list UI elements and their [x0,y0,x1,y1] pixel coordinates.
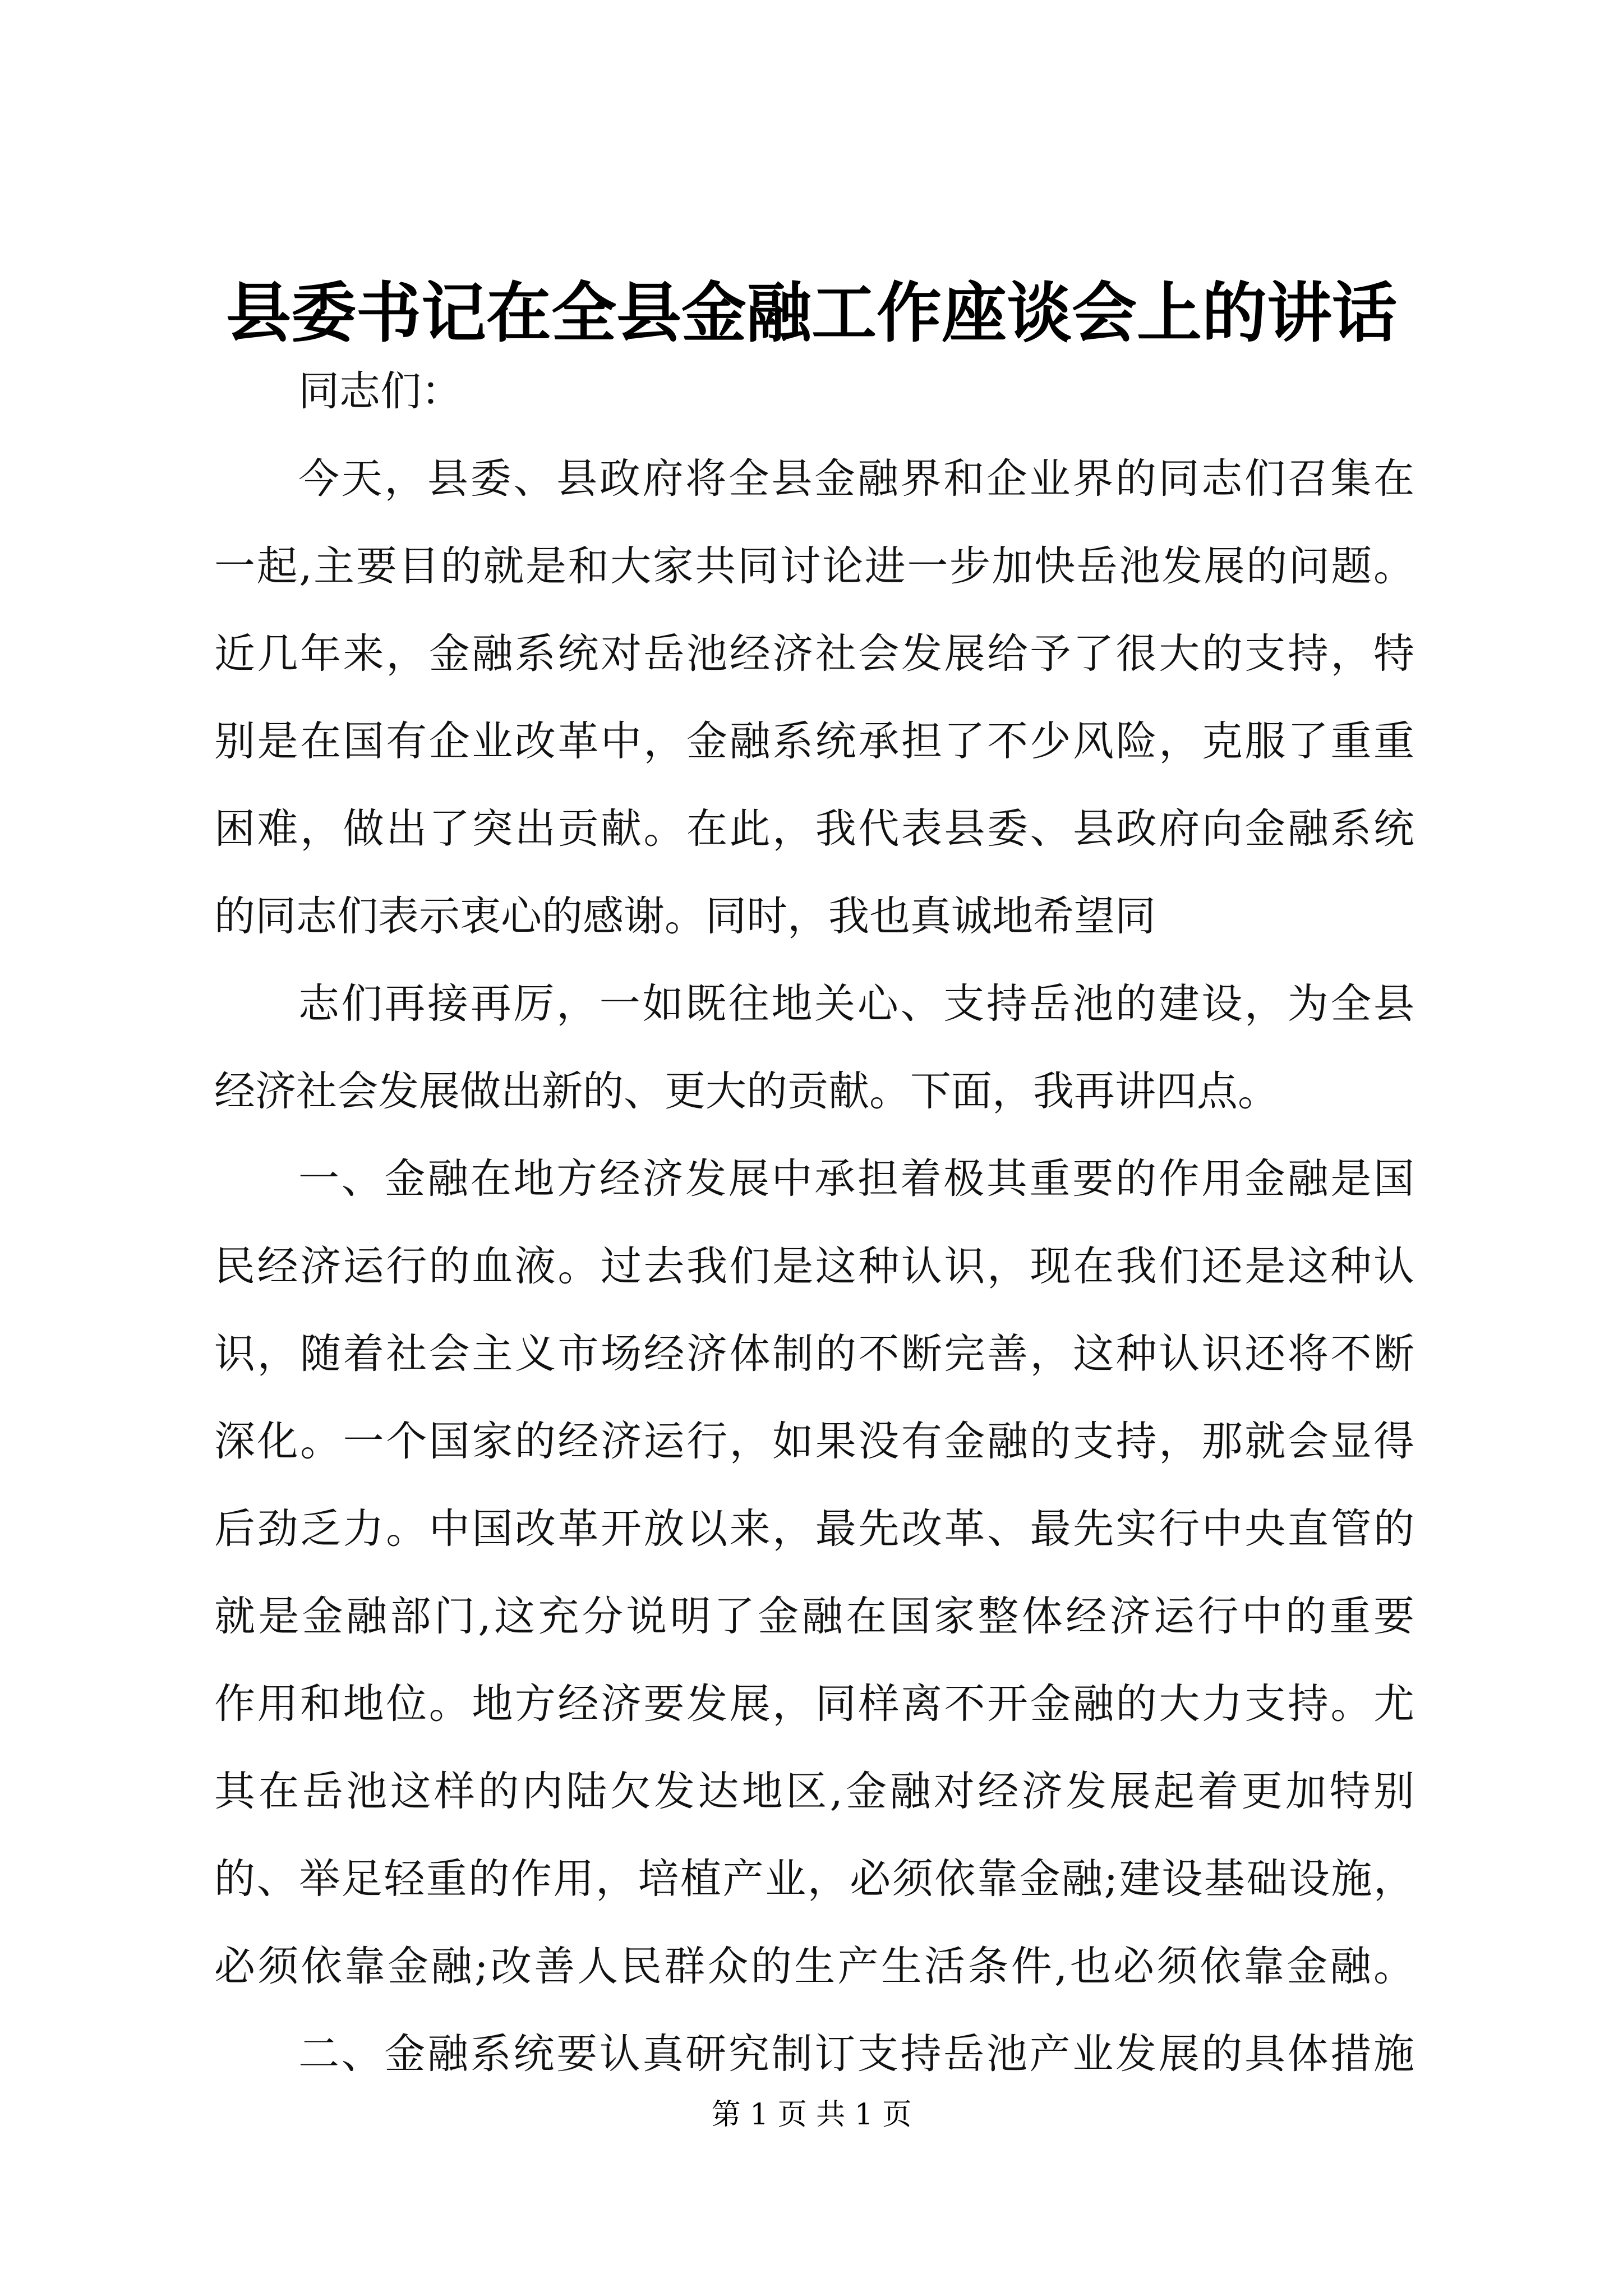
document-title: 县委书记在全县金融工作座谈会上的讲话 [226,275,1397,351]
paragraph-line: 后劲乏力。中国改革开放以来，最先改革、最先实行中央直管的 [214,1505,1414,1553]
paragraph-line: 识，随着社会主义市场经济体制的不断完善，这种认识还将不断 [214,1330,1414,1378]
paragraph-line: 别是在国有企业改革中，金融系统承担了不少风险，克服了重重 [214,717,1414,765]
salutation-line: 同志们： [298,367,462,415]
paragraph-line: 一起,主要目的就是和大家共同讨论进一步加快岳池发展的问题。 [214,542,1414,590]
paragraph-line: 近几年来，金融系统对岳池经济社会发展给予了很大的支持，特 [214,630,1414,678]
paragraph-line: 作用和地位。地方经济要发展，同样离不开金融的大力支持。尤 [214,1680,1414,1728]
paragraph-line: 民经济运行的血液。过去我们是这种认识，现在我们还是这种认 [214,1243,1414,1290]
page-footer: 第 1 页 共 1 页 [711,2098,912,2132]
document-body [214,348,1414,2098]
paragraph-line: 志们再接再厉，一如既往地关心、支持岳池的建设，为全县 [298,980,1414,1028]
paragraph-line: 困难，做出了突出贡献。在此，我代表县委、县政府向金融系统 [214,805,1414,853]
paragraph-line: 一、金融在地方经济发展中承担着极其重要的作用金融是国 [298,1155,1414,1203]
paragraph-line: 经济社会发展做出新的、更大的贡献。下面，我再讲四点。 [214,1068,1279,1115]
paragraph-line: 其在岳池这样的内陆欠发达地区,金融对经济发展起着更加特别 [214,1768,1414,1815]
paragraph-line: 必须依靠金融;改善人民群众的生产生活条件,也必须依靠金融。 [214,1943,1414,1990]
paragraph-line: 今天，县委、县政府将全县金融界和企业界的同志们召集在 [298,455,1414,503]
section-heading-line: 二、金融系统要认真研究制订支持岳池产业发展的具体措施 [298,2030,1414,2078]
paragraph-line: 的、举足轻重的作用，培植产业，必须依靠金融;建设基础设施， [214,1855,1414,1903]
paragraph-line: 就是金融部门,这充分说明了金融在国家整体经济运行中的重要 [214,1593,1414,1640]
paragraph-line: 的同志们表示衷心的感谢。同时，我也真诚地希望同 [214,892,1156,940]
paragraph-line: 深化。一个国家的经济运行，如果没有金融的支持，那就会显得 [214,1418,1414,1465]
